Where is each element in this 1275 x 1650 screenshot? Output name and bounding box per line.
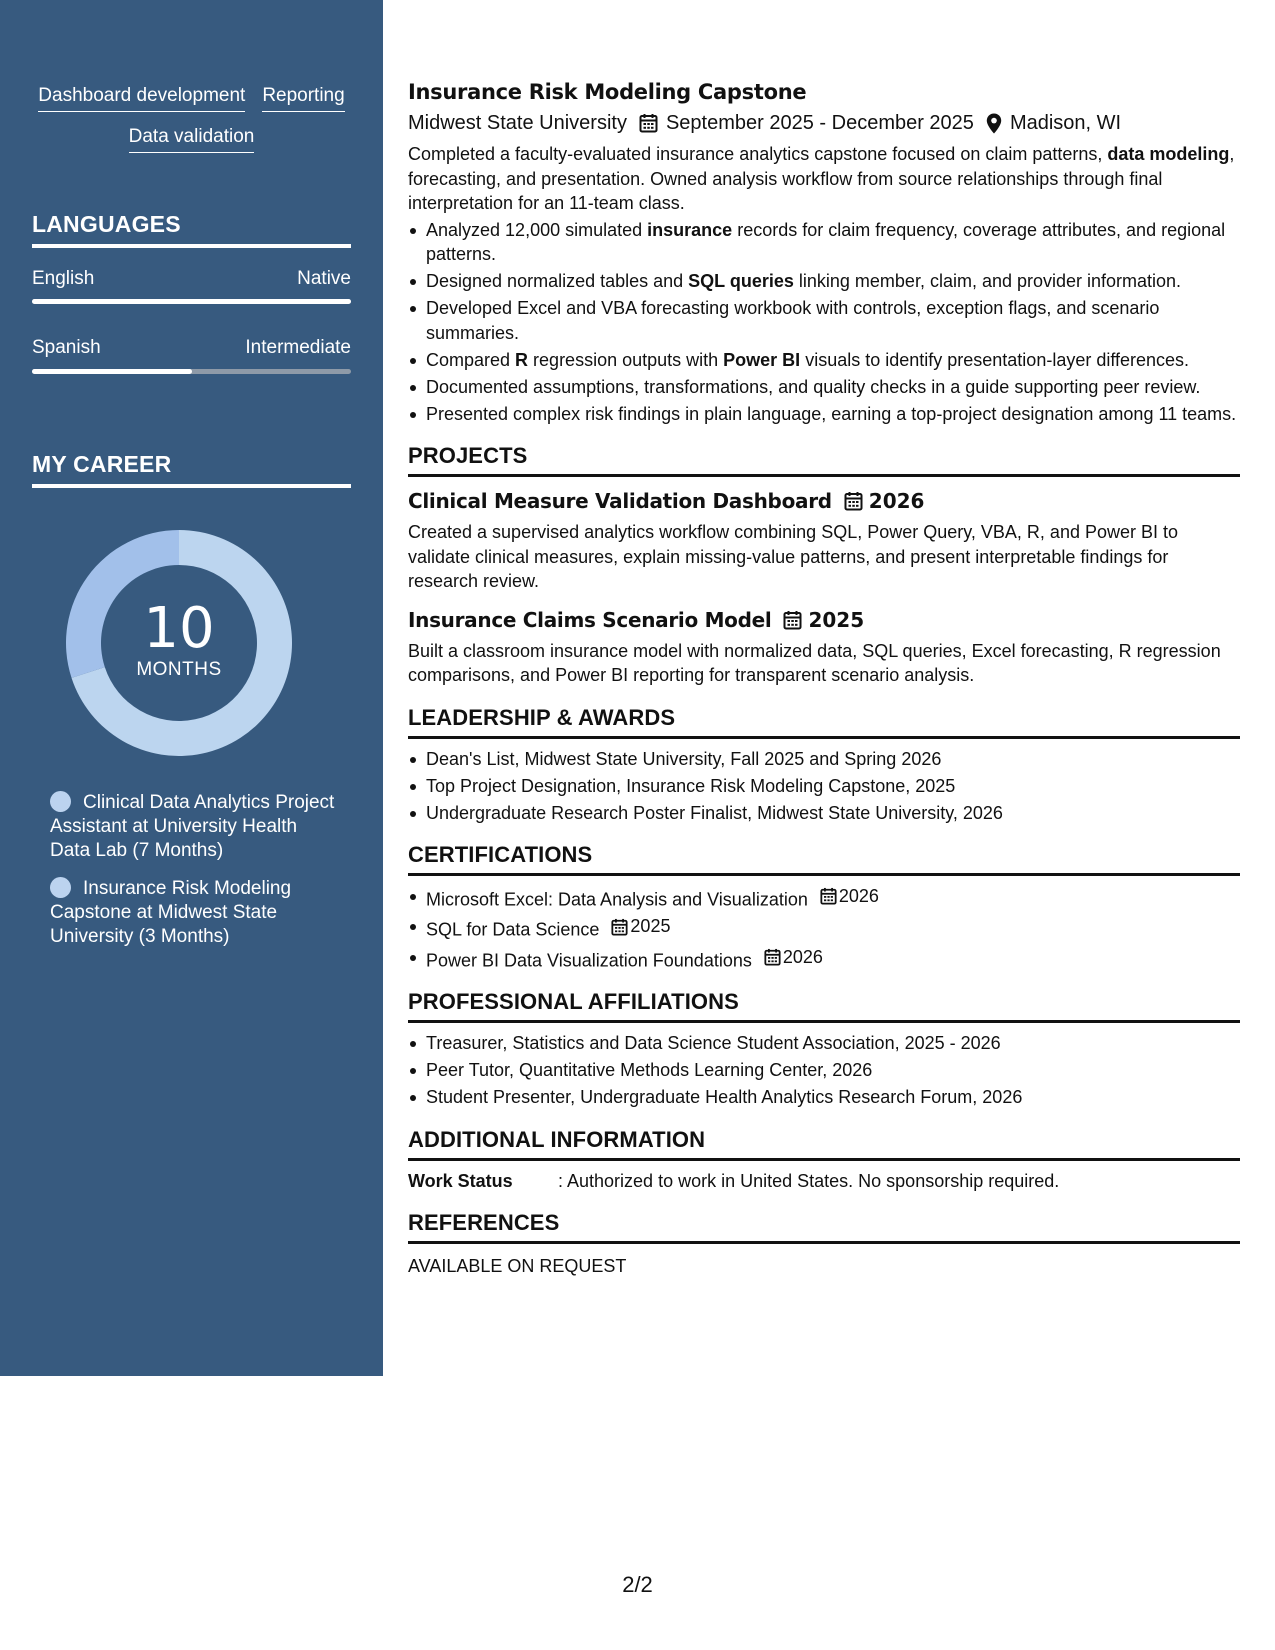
cert-name: Microsoft Excel: Data Analysis and Visualization xyxy=(426,889,808,910)
project-item xyxy=(408,606,1240,688)
calendar-icon xyxy=(844,491,863,511)
career-total-number: 10 xyxy=(143,596,215,661)
cert-year: 2026 xyxy=(782,946,823,967)
list-item: Presented complex risk findings in plain language, earning a top-project designation among 11 teams. xyxy=(408,402,1240,427)
list-item: Developed Excel and VBA forecasting workbook with controls, exception flags, and scenario summaries. xyxy=(408,296,1240,345)
language-level: Intermediate xyxy=(245,337,351,358)
languages-heading: LANGUAGES xyxy=(32,209,351,248)
entry-meta xyxy=(408,109,1240,137)
career-item xyxy=(50,877,340,949)
entry-dates: September 2025 - December 2025 xyxy=(665,112,974,134)
section-title-affiliations: PROFESSIONAL AFFILIATIONS xyxy=(408,988,1240,1023)
main-content xyxy=(408,78,1240,1278)
language-bar-fill xyxy=(32,369,192,374)
skill-tag: Dashboard development xyxy=(38,84,245,112)
skills-list xyxy=(32,84,351,153)
language-level: Native xyxy=(297,268,351,289)
career-item-text: Clinical Data Analytics Project Assistant at University Health Data Lab (7 Months) xyxy=(50,792,335,861)
cert-name: Power BI Data Visualization Foundations xyxy=(426,949,752,970)
language-row xyxy=(32,336,351,360)
list-item: Undergraduate Research Poster Finalist, Midwest State University, 2026 xyxy=(408,801,1240,826)
section-title-awards: LEADERSHIP & AWARDS xyxy=(408,704,1240,739)
calendar-icon xyxy=(611,918,628,936)
project-year: 2026 xyxy=(868,489,925,513)
section-title-references: REFERENCES xyxy=(408,1209,1240,1244)
career-item-text: Insurance Risk Modeling Capstone at Midwest State University (3 Months) xyxy=(50,878,292,947)
career-total-unit: MONTHS xyxy=(136,659,222,680)
list-item xyxy=(408,914,1240,942)
calendar-icon xyxy=(764,948,781,966)
list-item: Peer Tutor, Quantitative Methods Learning Center, 2026 xyxy=(408,1058,1240,1083)
skill-tag: Data validation xyxy=(129,125,255,153)
work-status-label: Work Status xyxy=(408,1170,513,1191)
career-list xyxy=(50,791,340,963)
list-item: Designed normalized tables and SQL queries linking member, claim, and provider information. xyxy=(408,269,1240,294)
language-row xyxy=(32,267,351,291)
work-status-value: : Authorized to work in United States. No sponsorship required. xyxy=(558,1170,1060,1191)
project-title: Clinical Measure Validation Dashboard xyxy=(408,489,832,513)
certifications-list xyxy=(408,884,1240,972)
work-status-row xyxy=(408,1169,1240,1193)
section-title-additional: ADDITIONAL INFORMATION xyxy=(408,1126,1240,1161)
language-bar xyxy=(32,369,351,374)
sidebar xyxy=(0,0,383,1376)
entry-organization: Midwest State University xyxy=(408,112,627,134)
affiliations-list xyxy=(408,1031,1240,1110)
bullet-dot-icon xyxy=(50,791,71,812)
language-bar-fill xyxy=(32,299,351,304)
list-item: Dean's List, Midwest State University, Fall 2025 and Spring 2026 xyxy=(408,747,1240,772)
project-title: Insurance Claims Scenario Model xyxy=(408,607,772,632)
calendar-icon xyxy=(783,610,802,630)
bullet-dot-icon xyxy=(50,877,71,898)
language-bar xyxy=(32,299,351,304)
entry-title: Insurance Risk Modeling Capstone xyxy=(408,80,807,104)
project-item xyxy=(408,487,1240,594)
list-item: Student Presenter, Undergraduate Health Analytics Research Forum, 2026 xyxy=(408,1085,1240,1110)
project-description: Created a supervised analytics workflow combining SQL, Power Query, VBA, R, and Power BI to validate clinical measures, explain missing-value patterns, and present interpretable findings for research review. xyxy=(408,522,1179,591)
language-name: Spanish xyxy=(32,337,101,358)
list-item: Documented assumptions, transformations, and quality checks in a guide supporting peer review. xyxy=(408,375,1240,400)
cert-year: 2026 xyxy=(838,886,879,906)
project-description: Built a classroom insurance model with normalized data, SQL queries, Excel forecasting, R regression comparisons, and Power BI reporting for transparent scenario analysis. xyxy=(408,640,1221,685)
project-year: 2025 xyxy=(808,607,865,632)
language-name: English xyxy=(32,268,95,289)
cert-year: 2025 xyxy=(630,916,671,937)
list-item: Analyzed 12,000 simulated insurance records for claim frequency, coverage attributes, and regional patterns. xyxy=(408,218,1240,267)
entry-bullets xyxy=(408,218,1240,427)
location-pin-icon xyxy=(986,113,1002,134)
list-item: Compared R regression outputs with Power BI visuals to identify presentation-layer differences. xyxy=(408,348,1240,373)
section-title-certifications: CERTIFICATIONS xyxy=(408,841,1240,876)
skill-tag: Reporting xyxy=(262,84,344,112)
section-title-projects: PROJECTS xyxy=(408,442,1240,477)
list-item: Top Project Designation, Insurance Risk Modeling Capstone, 2025 xyxy=(408,774,1240,799)
list-item xyxy=(408,945,1240,973)
page-number: 2/2 xyxy=(622,1572,653,1597)
list-item: Treasurer, Statistics and Data Science Student Association, 2025 - 2026 xyxy=(408,1031,1240,1056)
calendar-icon xyxy=(820,887,837,905)
entry-summary: Completed a faculty-evaluated insurance analytics capstone focused on claim patterns, data modeling, forecasting, and presentation. Owned analysis workflow from source relationships through final interpretation for an 11-team class. xyxy=(408,144,1235,213)
entry-location: Madison, WI xyxy=(1009,112,1122,134)
capstone-entry xyxy=(408,78,1240,426)
career-donut-chart xyxy=(66,530,292,756)
career-item xyxy=(50,791,340,863)
calendar-icon xyxy=(639,113,658,133)
references-text: AVAILABLE ON REQUEST xyxy=(408,1255,627,1276)
list-item xyxy=(408,884,1240,912)
awards-list xyxy=(408,747,1240,826)
cert-name: SQL for Data Science xyxy=(426,919,600,940)
career-heading: MY CAREER xyxy=(32,449,351,488)
